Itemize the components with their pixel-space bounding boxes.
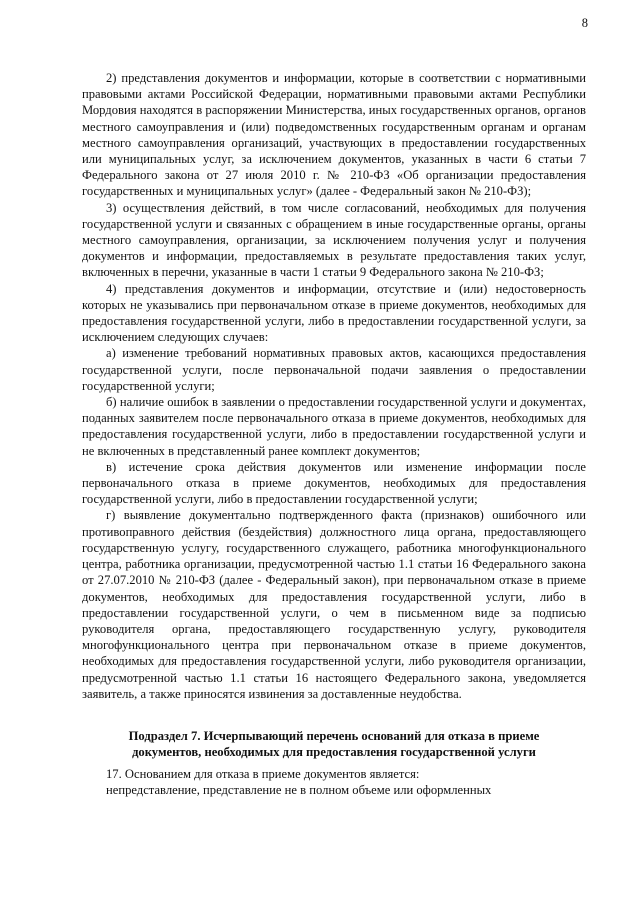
paragraph-subitem-a: а) изменение требований нормативных правовых актов, касающихся предоставления государственной услуги, после первоначальной подачи заявления о предоставлении государственной услуги;	[82, 346, 586, 393]
section-heading-line-1: Подраздел 7. Исчерпывающий перечень оснований для отказа в приеме	[128, 728, 540, 743]
paragraph-subitem-v: в) истечение срока действия документов или изменение информации после первоначального отказа в приеме документов, необходимых для предоставления государственной услуги, либо в предоставлении государственной услуги;	[82, 459, 586, 507]
section-heading-line-2: документов, необходимых для предоставления государственной услуги	[132, 744, 536, 759]
paragraph-subitem-b: б) наличие ошибок в заявлении о предоставлении государственной услуги и документах, поданных заявителем после первоначального отказа в приеме документов, необходимых для предоставления государственной услуги, либо в предоставлении государственной услуги и не включенных в представленный ранее комплект документов;	[82, 395, 586, 458]
paragraph-item-4: 4) представления документов и информации, отсутствие и (или) недостоверность которых не указывались при первоначальном отказе в приеме документов, необходимых для предоставления государственной услуги, либо в предоставлении государственной услуги, за исключением следующих случаев:	[82, 281, 586, 345]
paragraph-17: 17. Основанием для отказа в приеме документов является:	[106, 766, 420, 781]
paragraph-item-3: 3) осуществления действий, в том числе согласований, необходимых для получения государственной услуги и связанных с обращением в иные государственные органы, органы местного самоуправления, организации, за исключением получения услуг и получения документов и информации, предоставляемых в результате предоставления таких услуг, включенных в перечни, указанные в части 1 статьи 9 Федерального закона № 210-ФЗ;	[82, 200, 586, 280]
page-number: 8	[581, 16, 588, 30]
paragraph-subitem-g: г) выявление документально подтвержденного факта (признаков) ошибочного или противоправного действия (бездействия) должностного лица органа, предоставляющего государственную услугу, государственного служащего, работника многофункционального центра, работника организации, предусмотренной частью 1.1 статьи 16 Федерального закона от 27.07.2010 № 210-ФЗ (далее - Федеральный закон), при первоначальном отказе в приеме документов, необходимых для предоставления государственной услуги, либо в предоставлении государственной услуги, о чем в письменном виде за подписью руководителя органа, предоставляющего государственную услугу, руководителя многофункционального центра при первоначальном отказе в приеме документов, необходимых для предоставления государственной услуги, либо руководителя организации, предусмотренной частью 1.1 статьи 16 настоящего Федерального закона, уведомляется заявитель, а также приносятся извинения за доставленные неудобства.	[82, 508, 586, 701]
paragraph-item-2: 2) представления документов и информации, которые в соответствии с нормативными правовыми актами Российской Федерации, нормативными правовыми актами Республики Мордовия находятся в распоряжении Министерства, иных государственных органов, органов местного самоуправления и (или) подведомственных государственным органам и органам местного самоуправления организаций, участвующих в предоставлении государственных или муниципальных услуг, за исключением документов, указанных в части 6 статьи 7 Федерального закона от 27 июля 2010 г. № 210-ФЗ «Об организации предоставления государственных и муниципальных услуг» (далее - Федеральный закон № 210-ФЗ);	[82, 71, 586, 199]
document-body	[82, 70, 586, 798]
paragraph-17-continuation: непредставление, представление не в полном объеме или оформленных	[106, 783, 492, 798]
section-heading	[82, 728, 586, 760]
